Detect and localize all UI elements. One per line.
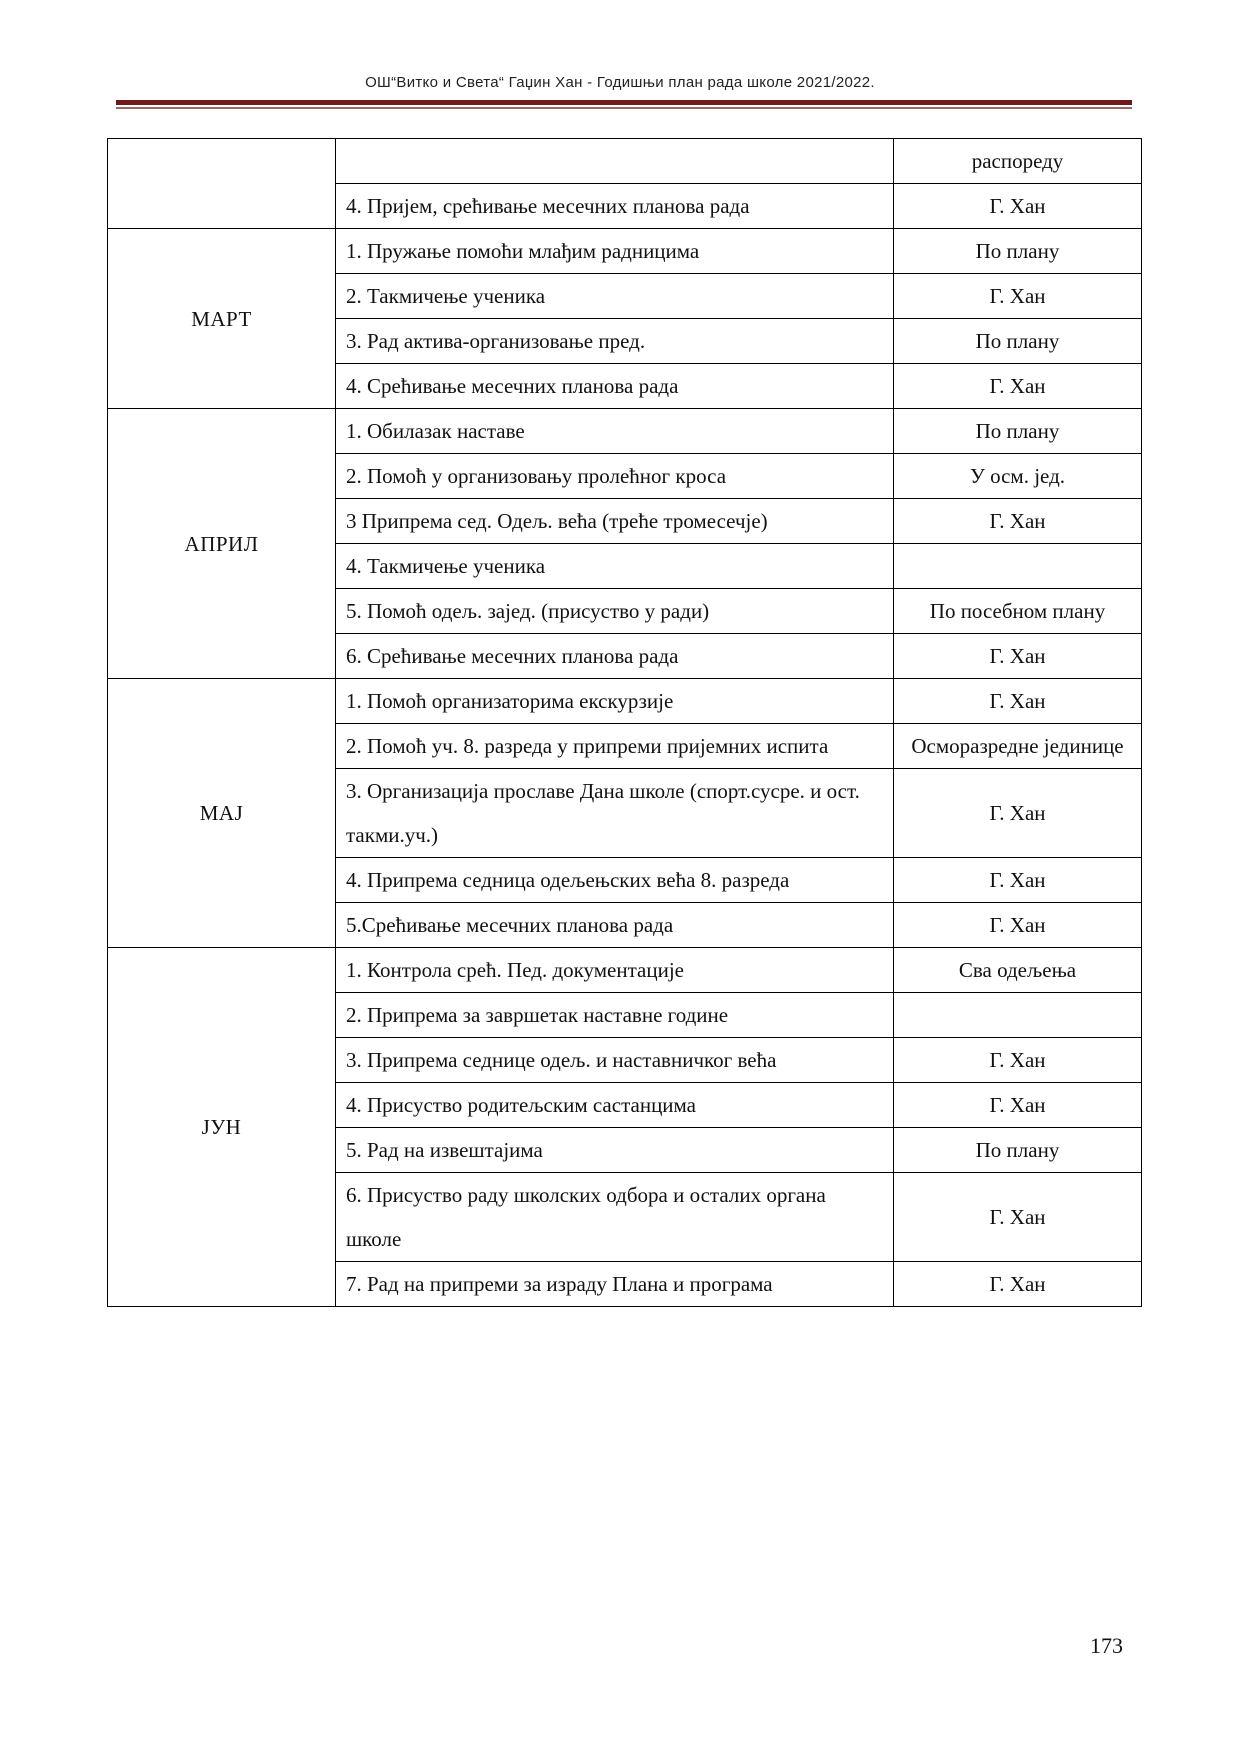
note-cell: По посебном плану: [894, 589, 1142, 634]
activity-cell: 2. Помоћ уч. 8. разреда у припреми пријемних испита: [336, 724, 894, 769]
note-cell: У осм. јед.: [894, 454, 1142, 499]
activity-cell: 1. Помоћ организаторима екскурзије: [336, 679, 894, 724]
month-cell: АПРИЛ: [108, 409, 336, 679]
note-cell: Г. Хан: [894, 769, 1142, 858]
activity-cell: 4. Припрема седница одељењских већа 8. разреда: [336, 858, 894, 903]
month-cell: МАЈ: [108, 679, 336, 948]
table-row: [108, 139, 1142, 184]
page-number: 173: [1090, 1633, 1123, 1658]
work-plan-table: [107, 138, 1142, 1307]
note-cell: Г. Хан: [894, 858, 1142, 903]
note-cell: распореду: [894, 139, 1142, 184]
table-row: [108, 409, 1142, 454]
activity-cell: 1. Контрола срећ. Пед. документације: [336, 948, 894, 993]
note-cell: Г. Хан: [894, 903, 1142, 948]
table-row: [108, 229, 1142, 274]
activity-cell: 6. Присуство раду школских одбора и осталих органа школе: [336, 1173, 894, 1262]
activity-cell: 7. Рад на припреми за израду Плана и програма: [336, 1262, 894, 1307]
table-row: [108, 948, 1142, 993]
running-header: ОШ“Витко и Света“ Гаџин Хан - Годишњи план рада школе 2021/2022.: [365, 74, 875, 91]
activity-cell: 1. Пружање помоћи млађим радницима: [336, 229, 894, 274]
note-cell: [894, 993, 1142, 1038]
activity-cell: 5. Рад на извештајима: [336, 1128, 894, 1173]
note-cell: Г. Хан: [894, 184, 1142, 229]
note-cell: По плану: [894, 409, 1142, 454]
note-cell: Сва одељења: [894, 948, 1142, 993]
note-cell: Г. Хан: [894, 1083, 1142, 1128]
note-cell: Г. Хан: [894, 364, 1142, 409]
note-cell: Г. Хан: [894, 1262, 1142, 1307]
activity-cell: 4. Срећивање месечних планова рада: [336, 364, 894, 409]
activity-cell: 2. Припрема за завршетак наставне године: [336, 993, 894, 1038]
activity-cell: 5.Срећивање месечних планова рада: [336, 903, 894, 948]
note-cell: Г. Хан: [894, 274, 1142, 319]
month-cell: [108, 139, 336, 229]
header-rule: [116, 100, 1132, 105]
activity-cell: 6. Срећивање месечних планова рада: [336, 634, 894, 679]
note-cell: Г. Хан: [894, 1173, 1142, 1262]
note-cell: Г. Хан: [894, 679, 1142, 724]
activity-cell: 3. Организација прославе Дана школе (спорт.сусре. и ост. такми.уч.): [336, 769, 894, 858]
note-cell: [894, 544, 1142, 589]
note-cell: Г. Хан: [894, 1038, 1142, 1083]
activity-cell: 4. Такмичење ученика: [336, 544, 894, 589]
activity-cell: [336, 139, 894, 184]
activity-cell: 5. Помоћ одељ. заjед. (присуство у ради): [336, 589, 894, 634]
activity-cell: 2. Такмичење ученика: [336, 274, 894, 319]
note-cell: По плану: [894, 229, 1142, 274]
note-cell: Г. Хан: [894, 499, 1142, 544]
note-cell: Осморазредне јединице: [894, 724, 1142, 769]
note-cell: Г. Хан: [894, 634, 1142, 679]
month-cell: ЈУН: [108, 948, 336, 1307]
activity-cell: 1. Обилазак наставе: [336, 409, 894, 454]
activity-cell: 2. Помоћ у организовању пролећног кроса: [336, 454, 894, 499]
activity-cell: 3. Припрема седнице одељ. и наставничког већа: [336, 1038, 894, 1083]
activity-cell: 3 Припрема сед. Одељ. већа (треће тромесечје): [336, 499, 894, 544]
note-cell: По плану: [894, 319, 1142, 364]
table-row: [108, 679, 1142, 724]
activity-cell: 4. Присуство родитељским састанцима: [336, 1083, 894, 1128]
month-cell: МАРТ: [108, 229, 336, 409]
activity-cell: 3. Рад актива-организовање пред.: [336, 319, 894, 364]
note-cell: По плану: [894, 1128, 1142, 1173]
activity-cell: 4. Пријем, срећивање месечних планова рада: [336, 184, 894, 229]
header-rule-thin: [116, 107, 1132, 109]
